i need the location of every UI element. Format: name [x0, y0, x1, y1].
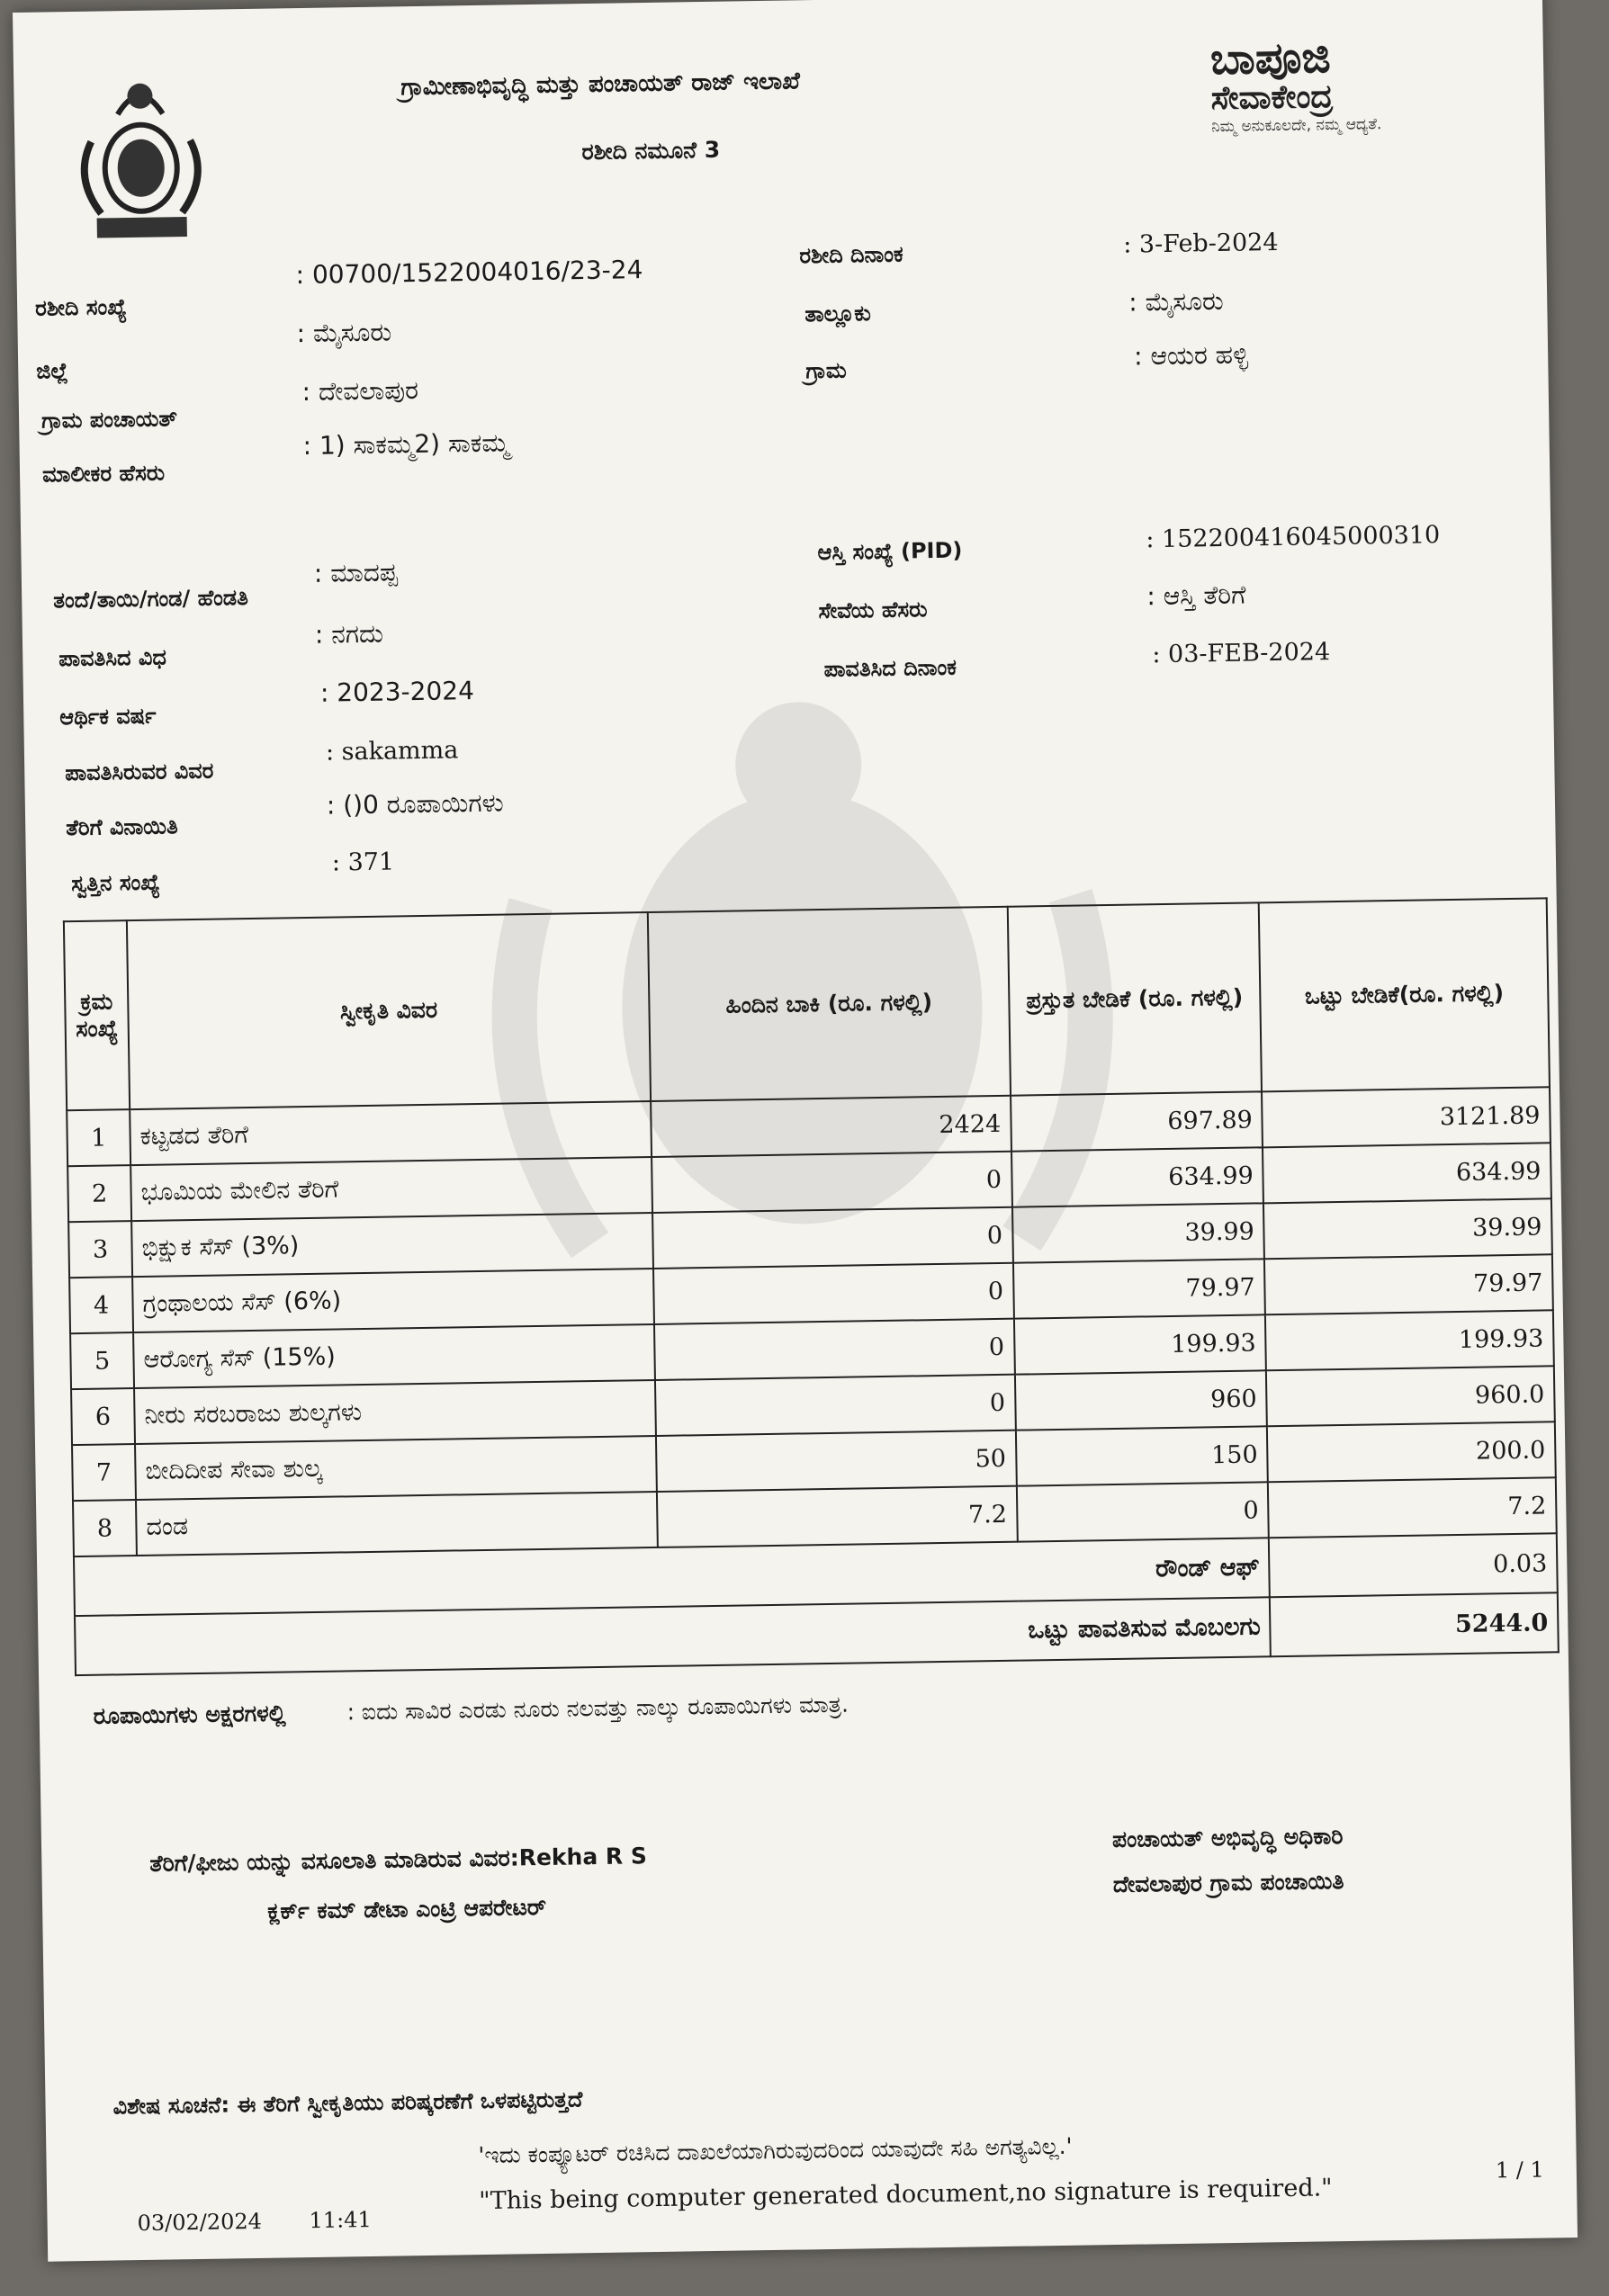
tax-exemption-value: : ()0 ರೂಪಾಯಿಗಳು [326, 787, 504, 821]
financial-year-label: ಆರ್ಥಿಕ ವರ್ಷ [59, 703, 157, 731]
property-number-label: ಸ್ವತ್ತಿನ ಸಂಖ್ಯೆ [70, 869, 161, 897]
row-description: ಭಿಕ್ಷುಕ ಸೆಸ್ (3%) [131, 1213, 653, 1277]
state-emblem-icon [63, 58, 219, 250]
pid-value: : 152200416045000310 [1146, 521, 1441, 554]
row-previous: 0 [654, 1319, 1014, 1380]
footer-time: 11:41 [309, 2207, 372, 2234]
district-value: : ಮೈಸೂರು [296, 317, 392, 349]
paid-date-value: : 03-FEB-2024 [1152, 638, 1331, 669]
row-description: ಆರೋಗ್ಯ ಸೆಸ್ (15%) [133, 1324, 655, 1388]
relation-value: : ಮಾದಪ್ಪ [313, 557, 399, 588]
round-off-label: ರೌಂಡ್ ಆಫ್ [74, 1538, 1270, 1616]
payer-details-label: ಪಾವತಿಸಿರುವರ ವಿವರ [65, 758, 214, 786]
kannada-disclaimer: 'ಇದು ಕಂಪ್ಯೂಟರ್ ರಚಿಸಿದ ದಾಖಲೆಯಾಗಿರುವುದರಿಂದ ಯಾವುದೇ ಸಹಿ ಅಗತ್ಯವಿಲ್ಲ.' [478, 2132, 1073, 2169]
row-previous: 0 [653, 1263, 1013, 1324]
tax-table [63, 897, 1560, 1676]
row-previous: 50 [656, 1431, 1016, 1492]
relation-label: ತಂದೆ/ತಾಯಿ/ಗಂಡ/ ಹೆಂಡತಿ [53, 584, 249, 614]
receipt-date-value: : 3-Feb-2024 [1122, 228, 1279, 259]
row-serial: 3 [68, 1221, 132, 1278]
row-current: 0 [1016, 1482, 1269, 1541]
row-serial: 1 [67, 1109, 130, 1166]
officer-panchayat: ದೇವಲಾಪುರ ಗ್ರಾಮ ಪಂಚಾಯಿತಿ [1112, 1868, 1344, 1898]
property-number-value: : 371 [331, 848, 395, 877]
row-total: 3121.89 [1262, 1087, 1551, 1147]
payment-mode-label: ಪಾವತಿಸಿದ ವಿಧ [58, 644, 167, 672]
row-serial: 6 [71, 1388, 135, 1445]
special-note: ವಿಶೇಷ ಸೂಚನೆ: ಈ ತೆರಿಗೆ ಸ್ವೀಕೃತಿಯು ಪರಿಷ್ಕರಣೆಗೆ ಒಳಪಟ್ಟಿರುತ್ತದೆ [112, 2086, 583, 2120]
english-disclaimer: "This being computer generated document,no signature is required." [479, 2174, 1333, 2216]
row-description: ನೀರು ಸರಬರಾಜು ಶುಲ್ಕಗಳು [134, 1380, 656, 1444]
row-current: 697.89 [1011, 1091, 1263, 1151]
amount-words-label: ರೂಪಾಯಿಗಳು ಅಕ್ಷರಗಳಲ್ಲಿ [93, 1700, 286, 1729]
round-off-value: 0.03 [1269, 1533, 1558, 1597]
row-description: ಭೂಮಿಯ ಮೇಲಿನ ತೆರಿಗೆ [130, 1157, 652, 1221]
row-previous: 0 [652, 1152, 1011, 1213]
row-current: 39.99 [1012, 1203, 1265, 1262]
row-serial: 5 [70, 1332, 134, 1389]
header-description: ಸ್ವೀಕೃತಿ ವಿವರ [127, 912, 651, 1109]
row-serial: 7 [72, 1444, 136, 1501]
row-description: ದಂಡ [136, 1492, 658, 1556]
district-label: ಜಿಲ್ಲೆ [36, 358, 68, 384]
financial-year-value: : 2023-2024 [319, 676, 475, 708]
row-serial: 4 [69, 1277, 133, 1333]
header-serial: ಕ್ರಮ ಸಂಖ್ಯೆ [64, 920, 130, 1110]
service-name-value: : ಆಸ್ತಿ ತೆರಿಗೆ [1146, 579, 1246, 612]
row-current: 150 [1015, 1426, 1268, 1485]
row-total: 7.2 [1268, 1477, 1557, 1538]
village-value: : ಆಯರ ಹಳ್ಳಿ [1133, 339, 1249, 372]
row-description: ಗ್ರಂಥಾಲಯ ಸೆಸ್ (6%) [132, 1269, 654, 1332]
table-header-row [64, 898, 1550, 1110]
receipt-date-label: ರಶೀದಿ ದಿನಾಂಕ [799, 241, 903, 269]
row-total: 199.93 [1265, 1310, 1554, 1370]
row-description: ಕಟ್ಟಡದ ತೆರಿಗೆ [130, 1101, 652, 1165]
panchayat-value: : ದೇವಲಾಪುರ [301, 374, 419, 407]
row-serial: 2 [67, 1165, 131, 1222]
logo-line1: ಬಾಪೂಜಿ [1209, 32, 1332, 85]
owner-name-value: : 1) ಸಾಕಮ್ಮ2) ಸಾಕಮ್ಮ [302, 427, 510, 461]
amount-in-words [94, 1691, 849, 1730]
grand-total-value: 5244.0 [1270, 1592, 1559, 1656]
row-current: 79.97 [1013, 1259, 1266, 1318]
row-current: 199.93 [1014, 1314, 1267, 1374]
row-previous: 0 [652, 1207, 1012, 1269]
header-current-demand: ಪ್ರಸ್ತುತ ಬೇಡಿಕೆ (ರೂ. ಗಳಲ್ಲಿ) [1007, 902, 1262, 1095]
footer-date: 03/02/2024 [137, 2208, 263, 2237]
row-total: 960.0 [1266, 1366, 1555, 1426]
village-label: ಗ್ರಾಮ [805, 357, 847, 384]
row-total: 79.97 [1264, 1254, 1553, 1314]
bapuji-logo [1210, 30, 1500, 160]
header-total-demand: ಒಟ್ಟು ಬೇಡಿಕೆ(ರೂ. ಗಳಲ್ಲಿ) [1259, 898, 1550, 1091]
department-title: ಗ್ರಾಮೀಣಾಭಿವೃದ್ಧಿ ಮತ್ತು ಪಂಚಾಯತ್ ರಾಜ್ ಇಲಾಖೆ [400, 67, 801, 102]
receipt-number-value: : 00700/1522004016/23-24 [295, 255, 643, 291]
row-previous: 0 [655, 1375, 1015, 1436]
receipt-number-label: ರಶೀದಿ ಸಂಖ್ಯೆ [34, 294, 128, 321]
row-serial: 8 [73, 1500, 137, 1556]
row-current: 634.99 [1011, 1147, 1264, 1206]
row-previous: 7.2 [657, 1486, 1017, 1547]
row-current: 960 [1015, 1370, 1268, 1430]
pid-label: ಆಸ್ತಿ ಸಂಖ್ಯೆ (PID) [817, 537, 963, 566]
owner-name-label: ಮಾಲೀಕರ ಹೆಸರು [41, 460, 166, 488]
officer-title: ಪಂಚಾಯತ್ ಅಭಿವೃದ್ಧಿ ಅಧಿಕಾರಿ [1111, 1823, 1344, 1853]
row-total: 634.99 [1263, 1143, 1551, 1203]
logo-line2: ಸೇವಾಕೇಂದ್ರ [1210, 77, 1334, 118]
row-previous: 2424 [651, 1096, 1011, 1157]
taluk-value: : ಮೈಸೂರು [1128, 285, 1224, 318]
footer-page: 1 / 1 [1495, 2157, 1544, 2184]
payer-details-value: : sakamma [325, 736, 459, 767]
service-name-label: ಸೇವೆಯ ಹೆಸರು [818, 596, 928, 624]
grand-total-label: ಒಟ್ಟು ಪಾವತಿಸುವ ಮೊಬಲಗು [75, 1597, 1271, 1675]
taluk-label: ತಾಲ್ಲೂಕು [804, 300, 871, 327]
footer-timestamp [137, 2207, 372, 2236]
payment-mode-value: : ನಗದು [314, 618, 384, 650]
collector-line: ತೆರಿಗೆ/ಫೀಜು ಯನ್ನು ವಸೂಲಾತಿ ಮಾಡಿರುವ ವಿವರ:Rekha R S [149, 1843, 648, 1877]
receipt-sheet [13, 0, 1578, 2262]
row-total: 200.0 [1267, 1422, 1556, 1482]
paid-date-label: ಪಾವತಿಸಿದ ದಿನಾಂಕ [823, 654, 957, 682]
panchayat-label: ಗ್ರಾಮ ಪಂಚಾಯತ್ [40, 406, 178, 434]
tax-exemption-label: ತೆರಿಗೆ ವಿನಾಯಿತಿ [66, 813, 178, 841]
row-total: 39.99 [1263, 1198, 1552, 1259]
amount-words-value: : ಐದು ಸಾವಿರ ಎರಡು ನೂರು ನಲವತ್ತು ನಾಲ್ಕು ರೂಪಾಯಿಗಳು ಮಾತ್ರ. [346, 1691, 849, 1726]
form-title: ರಶೀದಿ ನಮೂನೆ 3 [581, 136, 721, 166]
collector-role: ಕ್ಲರ್ಕ್ ಕಮ್ ಡೇಟಾ ಎಂಟ್ರಿ ಆಪರೇಟರ್ [266, 1893, 547, 1924]
row-description: ಬೀದಿದೀಪ ಸೇವಾ ಶುಲ್ಕ [135, 1436, 657, 1500]
header-previous-due: ಹಿಂದಿನ ಬಾಕಿ (ರೂ. ಗಳಲ್ಲಿ) [648, 907, 1011, 1101]
logo-line3: ನಿಮ್ಮ ಅನುಕೂಲದೇ, ನಮ್ಮ ಆದ್ಯತೆ. [1211, 115, 1382, 137]
